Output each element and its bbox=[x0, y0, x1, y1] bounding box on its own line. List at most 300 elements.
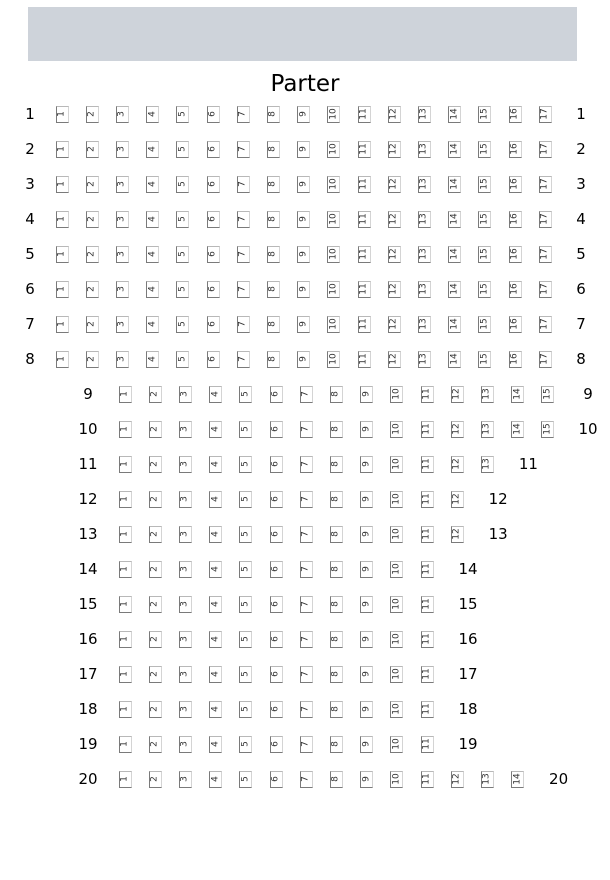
seat[interactable] bbox=[149, 421, 162, 438]
seat[interactable] bbox=[421, 526, 434, 543]
seat[interactable] bbox=[149, 631, 162, 648]
seat[interactable] bbox=[239, 456, 252, 473]
seat[interactable] bbox=[330, 771, 343, 788]
seat[interactable] bbox=[209, 526, 222, 543]
seat[interactable] bbox=[239, 736, 252, 753]
seat[interactable] bbox=[448, 316, 461, 333]
seat[interactable] bbox=[360, 526, 373, 543]
seat[interactable] bbox=[330, 561, 343, 578]
seat[interactable] bbox=[209, 631, 222, 648]
seat[interactable] bbox=[297, 211, 310, 228]
seat[interactable] bbox=[209, 491, 222, 508]
seat[interactable] bbox=[390, 491, 403, 508]
seat[interactable] bbox=[297, 246, 310, 263]
seat[interactable] bbox=[149, 771, 162, 788]
seat[interactable] bbox=[176, 211, 189, 228]
seat[interactable] bbox=[509, 176, 522, 193]
seat[interactable] bbox=[358, 351, 371, 368]
seat[interactable] bbox=[330, 421, 343, 438]
seat-number: 9 bbox=[298, 356, 309, 362]
seat[interactable] bbox=[176, 176, 189, 193]
seat[interactable] bbox=[207, 211, 220, 228]
seat[interactable] bbox=[421, 666, 434, 683]
seat[interactable] bbox=[358, 211, 371, 228]
seat[interactable] bbox=[119, 386, 132, 403]
seat[interactable] bbox=[297, 106, 310, 123]
seat[interactable] bbox=[300, 491, 313, 508]
seat[interactable] bbox=[360, 456, 373, 473]
seat[interactable] bbox=[390, 456, 403, 473]
seat[interactable] bbox=[509, 281, 522, 298]
seat[interactable] bbox=[146, 351, 159, 368]
seat[interactable] bbox=[478, 211, 491, 228]
seat[interactable] bbox=[390, 526, 403, 543]
seat[interactable] bbox=[539, 246, 552, 263]
seat[interactable] bbox=[330, 491, 343, 508]
seat[interactable] bbox=[270, 631, 283, 648]
seat[interactable] bbox=[297, 141, 310, 158]
seat[interactable] bbox=[421, 701, 434, 718]
seat-number: 11 bbox=[421, 633, 432, 645]
seat[interactable] bbox=[418, 316, 431, 333]
seat[interactable] bbox=[297, 351, 310, 368]
seat[interactable] bbox=[179, 456, 192, 473]
seat[interactable] bbox=[388, 281, 401, 298]
seat[interactable] bbox=[418, 211, 431, 228]
seat[interactable] bbox=[86, 176, 99, 193]
seat[interactable] bbox=[116, 211, 129, 228]
seat[interactable] bbox=[237, 281, 250, 298]
seat[interactable] bbox=[360, 666, 373, 683]
seat[interactable] bbox=[451, 386, 464, 403]
seat[interactable] bbox=[478, 316, 491, 333]
seat[interactable] bbox=[149, 456, 162, 473]
seat[interactable] bbox=[360, 736, 373, 753]
seat[interactable] bbox=[300, 631, 313, 648]
seat[interactable] bbox=[478, 281, 491, 298]
seat[interactable] bbox=[509, 316, 522, 333]
seat[interactable] bbox=[267, 316, 280, 333]
seat[interactable] bbox=[390, 666, 403, 683]
seat[interactable] bbox=[360, 561, 373, 578]
seat[interactable] bbox=[119, 666, 132, 683]
seat[interactable] bbox=[358, 316, 371, 333]
seat[interactable] bbox=[179, 386, 192, 403]
seat[interactable] bbox=[300, 456, 313, 473]
seat[interactable] bbox=[267, 281, 280, 298]
seat[interactable] bbox=[511, 771, 524, 788]
seat[interactable] bbox=[86, 141, 99, 158]
seat[interactable] bbox=[146, 281, 159, 298]
seat[interactable] bbox=[207, 176, 220, 193]
seat[interactable] bbox=[207, 316, 220, 333]
seat[interactable] bbox=[239, 526, 252, 543]
seat-number: 17 bbox=[539, 143, 550, 155]
seat[interactable] bbox=[300, 666, 313, 683]
seat[interactable] bbox=[56, 351, 69, 368]
seat[interactable] bbox=[270, 491, 283, 508]
seat[interactable] bbox=[209, 596, 222, 613]
seat[interactable] bbox=[267, 211, 280, 228]
seat[interactable] bbox=[270, 456, 283, 473]
seat[interactable] bbox=[149, 666, 162, 683]
seat[interactable] bbox=[86, 281, 99, 298]
seat[interactable] bbox=[388, 176, 401, 193]
seat[interactable] bbox=[179, 421, 192, 438]
seat[interactable] bbox=[390, 421, 403, 438]
row-label-left: 7 bbox=[25, 315, 35, 333]
seat[interactable] bbox=[146, 106, 159, 123]
seat[interactable] bbox=[86, 106, 99, 123]
row-label-right: 5 bbox=[576, 245, 586, 263]
seat-number: 6 bbox=[270, 566, 281, 572]
seat[interactable] bbox=[451, 526, 464, 543]
seat[interactable] bbox=[119, 491, 132, 508]
seat[interactable] bbox=[56, 141, 69, 158]
seat[interactable] bbox=[267, 246, 280, 263]
seat[interactable] bbox=[360, 491, 373, 508]
seat[interactable] bbox=[179, 736, 192, 753]
seat[interactable] bbox=[270, 736, 283, 753]
seat[interactable] bbox=[207, 141, 220, 158]
seat[interactable] bbox=[56, 106, 69, 123]
seat[interactable] bbox=[86, 316, 99, 333]
seat[interactable] bbox=[239, 386, 252, 403]
seat[interactable] bbox=[421, 561, 434, 578]
seat[interactable] bbox=[116, 281, 129, 298]
seat[interactable] bbox=[451, 421, 464, 438]
seat[interactable] bbox=[237, 316, 250, 333]
seat[interactable] bbox=[239, 561, 252, 578]
seat[interactable] bbox=[327, 141, 340, 158]
seat[interactable] bbox=[56, 211, 69, 228]
seat[interactable] bbox=[149, 561, 162, 578]
row-label-right: 10 bbox=[578, 420, 598, 438]
seat[interactable] bbox=[390, 736, 403, 753]
seat[interactable] bbox=[179, 596, 192, 613]
seat[interactable] bbox=[421, 771, 434, 788]
seat[interactable] bbox=[327, 351, 340, 368]
seat[interactable] bbox=[209, 701, 222, 718]
seat[interactable] bbox=[149, 736, 162, 753]
seat[interactable] bbox=[421, 456, 434, 473]
seat[interactable] bbox=[421, 736, 434, 753]
seat[interactable] bbox=[119, 771, 132, 788]
seat[interactable] bbox=[267, 106, 280, 123]
seat[interactable] bbox=[300, 561, 313, 578]
seat[interactable] bbox=[119, 421, 132, 438]
seat[interactable] bbox=[179, 631, 192, 648]
seat[interactable] bbox=[418, 106, 431, 123]
seat[interactable] bbox=[119, 701, 132, 718]
seat[interactable] bbox=[360, 701, 373, 718]
seat[interactable] bbox=[239, 491, 252, 508]
seat[interactable] bbox=[330, 596, 343, 613]
seat[interactable] bbox=[119, 631, 132, 648]
seat[interactable] bbox=[146, 316, 159, 333]
seat[interactable] bbox=[209, 736, 222, 753]
seat[interactable] bbox=[539, 351, 552, 368]
seat[interactable] bbox=[270, 526, 283, 543]
seat[interactable] bbox=[116, 316, 129, 333]
seat[interactable] bbox=[327, 281, 340, 298]
seat[interactable] bbox=[448, 246, 461, 263]
seat[interactable] bbox=[448, 141, 461, 158]
seat[interactable] bbox=[330, 386, 343, 403]
seat[interactable] bbox=[478, 106, 491, 123]
seat[interactable] bbox=[421, 421, 434, 438]
seat[interactable] bbox=[448, 106, 461, 123]
seat[interactable] bbox=[119, 561, 132, 578]
seat[interactable] bbox=[270, 771, 283, 788]
seat[interactable] bbox=[390, 561, 403, 578]
seat-number: 1 bbox=[56, 356, 67, 362]
seat[interactable] bbox=[56, 246, 69, 263]
seat[interactable] bbox=[207, 106, 220, 123]
seat[interactable] bbox=[451, 456, 464, 473]
seat[interactable] bbox=[300, 701, 313, 718]
seat[interactable] bbox=[388, 351, 401, 368]
seat[interactable] bbox=[146, 176, 159, 193]
seat[interactable] bbox=[119, 596, 132, 613]
seat[interactable] bbox=[237, 246, 250, 263]
seat[interactable] bbox=[209, 386, 222, 403]
seat[interactable] bbox=[358, 281, 371, 298]
seat[interactable] bbox=[237, 211, 250, 228]
seat-number: 7 bbox=[237, 181, 248, 187]
seat[interactable] bbox=[421, 596, 434, 613]
seat[interactable] bbox=[179, 491, 192, 508]
seat[interactable] bbox=[330, 666, 343, 683]
seat[interactable] bbox=[176, 351, 189, 368]
row-label-right: 14 bbox=[458, 560, 478, 578]
seat[interactable] bbox=[448, 281, 461, 298]
seat[interactable] bbox=[239, 596, 252, 613]
seat-number: 1 bbox=[119, 531, 130, 537]
seat[interactable] bbox=[541, 386, 554, 403]
seat[interactable] bbox=[478, 141, 491, 158]
seat[interactable] bbox=[270, 596, 283, 613]
seat[interactable] bbox=[330, 526, 343, 543]
seat[interactable] bbox=[481, 456, 494, 473]
seat[interactable] bbox=[451, 771, 464, 788]
seat[interactable] bbox=[388, 141, 401, 158]
seat[interactable] bbox=[86, 351, 99, 368]
seat[interactable] bbox=[390, 386, 403, 403]
seat[interactable] bbox=[146, 141, 159, 158]
seat[interactable] bbox=[327, 176, 340, 193]
seat[interactable] bbox=[418, 246, 431, 263]
seat[interactable] bbox=[207, 246, 220, 263]
seat[interactable] bbox=[390, 631, 403, 648]
seat[interactable] bbox=[86, 211, 99, 228]
seat[interactable] bbox=[116, 106, 129, 123]
seat[interactable] bbox=[481, 771, 494, 788]
seat[interactable] bbox=[149, 491, 162, 508]
seat[interactable] bbox=[481, 386, 494, 403]
seat[interactable] bbox=[237, 106, 250, 123]
seat[interactable] bbox=[478, 176, 491, 193]
seat[interactable] bbox=[421, 491, 434, 508]
seat[interactable] bbox=[176, 281, 189, 298]
seat[interactable] bbox=[539, 281, 552, 298]
seat[interactable] bbox=[481, 421, 494, 438]
seat[interactable] bbox=[239, 771, 252, 788]
seat[interactable] bbox=[56, 281, 69, 298]
seat[interactable] bbox=[239, 421, 252, 438]
seat[interactable] bbox=[149, 526, 162, 543]
seat[interactable] bbox=[478, 246, 491, 263]
seat[interactable] bbox=[388, 106, 401, 123]
seat[interactable] bbox=[270, 701, 283, 718]
seat[interactable] bbox=[511, 421, 524, 438]
seat[interactable] bbox=[119, 456, 132, 473]
seat[interactable] bbox=[297, 281, 310, 298]
seat[interactable] bbox=[116, 246, 129, 263]
seat[interactable] bbox=[478, 351, 491, 368]
row-label-left: 9 bbox=[83, 385, 93, 403]
seat[interactable] bbox=[360, 596, 373, 613]
seat[interactable] bbox=[300, 771, 313, 788]
seat[interactable] bbox=[358, 176, 371, 193]
seat[interactable] bbox=[146, 246, 159, 263]
seat[interactable] bbox=[448, 211, 461, 228]
seat[interactable] bbox=[358, 106, 371, 123]
seat[interactable] bbox=[176, 106, 189, 123]
seat[interactable] bbox=[360, 421, 373, 438]
seat[interactable] bbox=[237, 176, 250, 193]
seat[interactable] bbox=[270, 386, 283, 403]
seat[interactable] bbox=[418, 281, 431, 298]
row-label-left: 14 bbox=[78, 560, 98, 578]
seat[interactable] bbox=[179, 561, 192, 578]
seat[interactable] bbox=[327, 246, 340, 263]
seat[interactable] bbox=[388, 246, 401, 263]
seat[interactable] bbox=[179, 526, 192, 543]
seat[interactable] bbox=[358, 246, 371, 263]
seat[interactable] bbox=[360, 771, 373, 788]
seat[interactable] bbox=[539, 141, 552, 158]
seat[interactable] bbox=[209, 771, 222, 788]
seat[interactable] bbox=[539, 106, 552, 123]
seat[interactable] bbox=[297, 316, 310, 333]
seat[interactable] bbox=[327, 316, 340, 333]
seat[interactable] bbox=[176, 246, 189, 263]
seat[interactable] bbox=[511, 386, 524, 403]
seat[interactable] bbox=[300, 736, 313, 753]
seat-number: 6 bbox=[207, 111, 218, 117]
seat[interactable] bbox=[270, 561, 283, 578]
seat[interactable] bbox=[300, 596, 313, 613]
seat[interactable] bbox=[330, 631, 343, 648]
seat[interactable] bbox=[330, 701, 343, 718]
seat[interactable] bbox=[418, 176, 431, 193]
seat-number: 10 bbox=[391, 388, 402, 400]
seat[interactable] bbox=[56, 316, 69, 333]
seat[interactable] bbox=[207, 281, 220, 298]
seat[interactable] bbox=[418, 141, 431, 158]
seat[interactable] bbox=[149, 596, 162, 613]
seat[interactable] bbox=[300, 526, 313, 543]
seat[interactable] bbox=[116, 141, 129, 158]
seat[interactable] bbox=[448, 176, 461, 193]
seat[interactable] bbox=[388, 211, 401, 228]
seat[interactable] bbox=[179, 771, 192, 788]
seat[interactable] bbox=[390, 771, 403, 788]
seat[interactable] bbox=[327, 106, 340, 123]
seat[interactable] bbox=[330, 456, 343, 473]
seat[interactable] bbox=[330, 736, 343, 753]
seat[interactable] bbox=[300, 386, 313, 403]
seat[interactable] bbox=[209, 666, 222, 683]
seat[interactable] bbox=[207, 351, 220, 368]
seat[interactable] bbox=[448, 351, 461, 368]
seat[interactable] bbox=[146, 211, 159, 228]
seat[interactable] bbox=[509, 141, 522, 158]
seat[interactable] bbox=[179, 666, 192, 683]
seat[interactable] bbox=[509, 351, 522, 368]
seat[interactable] bbox=[209, 561, 222, 578]
seat[interactable] bbox=[119, 526, 132, 543]
seat[interactable] bbox=[539, 176, 552, 193]
seat[interactable] bbox=[421, 631, 434, 648]
row-label-right: 8 bbox=[576, 350, 586, 368]
seat[interactable] bbox=[360, 631, 373, 648]
seat[interactable] bbox=[539, 211, 552, 228]
seat[interactable] bbox=[176, 141, 189, 158]
seat[interactable] bbox=[267, 351, 280, 368]
seat[interactable] bbox=[509, 246, 522, 263]
seat[interactable] bbox=[267, 176, 280, 193]
seat[interactable] bbox=[119, 736, 132, 753]
seat[interactable] bbox=[390, 701, 403, 718]
seat[interactable] bbox=[421, 386, 434, 403]
seat[interactable] bbox=[176, 316, 189, 333]
seat[interactable] bbox=[300, 421, 313, 438]
seat[interactable] bbox=[418, 351, 431, 368]
seat[interactable] bbox=[451, 491, 464, 508]
seat[interactable] bbox=[149, 701, 162, 718]
seat[interactable] bbox=[237, 351, 250, 368]
seat[interactable] bbox=[390, 596, 403, 613]
seat[interactable] bbox=[209, 456, 222, 473]
seat[interactable] bbox=[116, 351, 129, 368]
seat[interactable] bbox=[509, 211, 522, 228]
seat[interactable] bbox=[327, 211, 340, 228]
seat[interactable] bbox=[209, 421, 222, 438]
seat[interactable] bbox=[179, 701, 192, 718]
seat[interactable] bbox=[116, 176, 129, 193]
seat[interactable] bbox=[388, 316, 401, 333]
seat[interactable] bbox=[360, 386, 373, 403]
seat[interactable] bbox=[267, 141, 280, 158]
seat[interactable] bbox=[509, 106, 522, 123]
seat[interactable] bbox=[149, 386, 162, 403]
seat[interactable] bbox=[297, 176, 310, 193]
seat[interactable] bbox=[237, 141, 250, 158]
seat[interactable] bbox=[239, 631, 252, 648]
seat[interactable] bbox=[270, 666, 283, 683]
seat[interactable] bbox=[270, 421, 283, 438]
seat[interactable] bbox=[56, 176, 69, 193]
seat[interactable] bbox=[239, 666, 252, 683]
seat[interactable] bbox=[86, 246, 99, 263]
seat[interactable] bbox=[539, 316, 552, 333]
seat[interactable] bbox=[541, 421, 554, 438]
seat[interactable] bbox=[358, 141, 371, 158]
seat[interactable] bbox=[239, 701, 252, 718]
seat-number: 2 bbox=[149, 741, 160, 747]
